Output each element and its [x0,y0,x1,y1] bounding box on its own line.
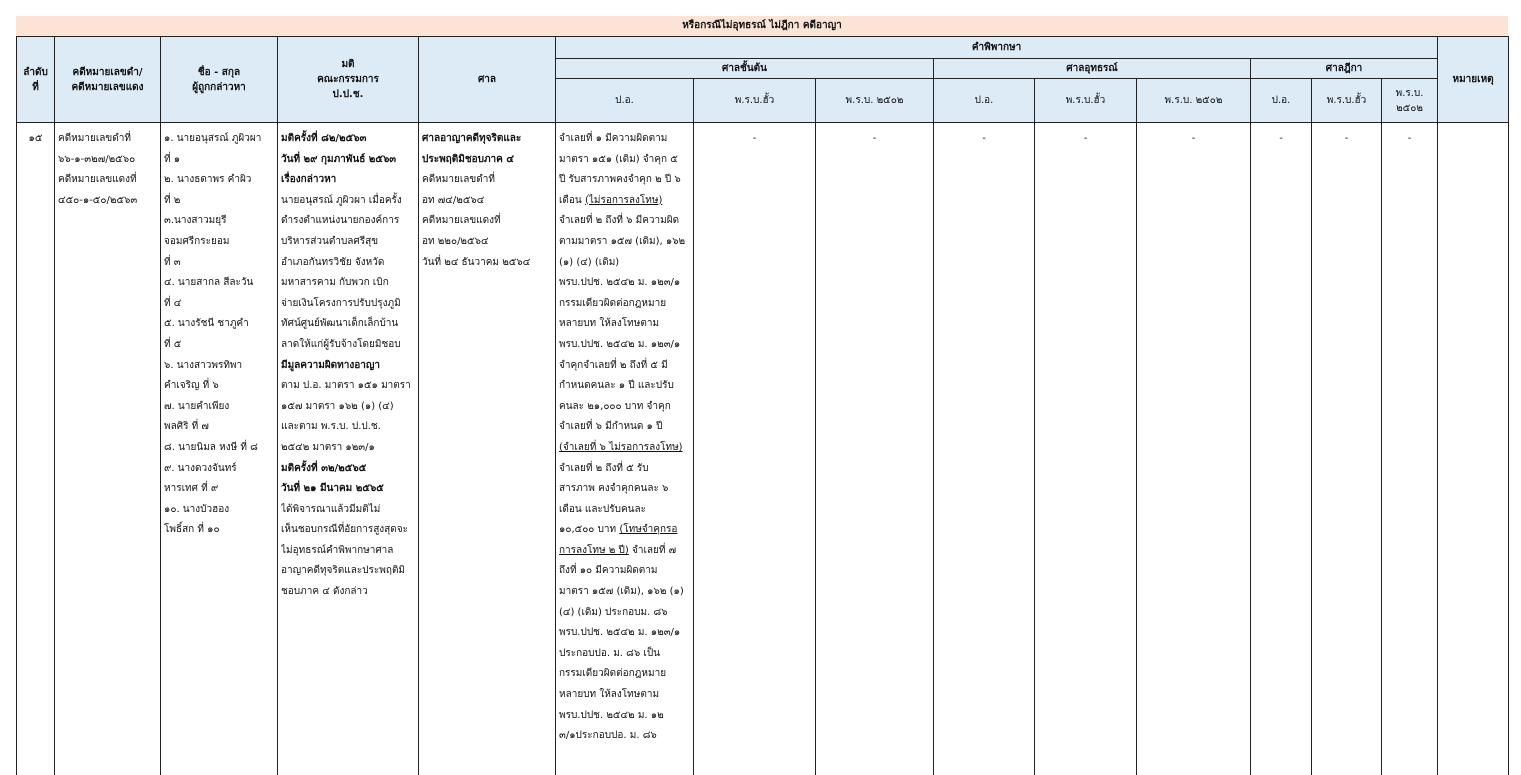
cell-seq: ๑๕ [17,123,55,775]
cell-court: ศาลอาญาคดีทุจริตและ ประพฤติมิชอบภาค ๔ คดีหมายเลขดำที่ อท ๗๔/๒๕๖๔ คดีหมายเลขแดงที่ อท ๒๒๐/๒๕๖๔ วันที่ ๒๔ ธันวาคม ๒๕๖๔ [419,123,556,775]
cell-remarks [1438,123,1509,775]
table-title: หรือกรณีไม่อุทธรณ์ ไม่ฎีกา คดีอาญา [16,16,1508,36]
table-row [17,123,1509,775]
header-accused: ชื่อ - สกุล ผู้ถูกกล่าวหา [161,37,278,123]
header-supreme-bid-act: พ.ร.บ.ฮั้ว [1312,79,1382,123]
header-first-bid-act: พ.ร.บ.ฮั้ว [694,79,816,123]
cell-supreme-pa: - [1251,123,1312,775]
case-table [16,36,1509,775]
cell-supreme-bid-act: - [1312,123,1382,775]
header-appeal-bid-act: พ.ร.บ.ฮั้ว [1035,79,1137,123]
header-supreme-2502: พ.ร.บ. ๒๕๐๒ [1382,79,1438,123]
cell-resolution: มติครั้งที่ ๘๒/๒๕๖๓ วันที่ ๒๙ กุมภาพันธ์ ๒๕๖๓ เรื่องกล่าวหา นายอนุสรณ์ ภูผิวผา เมื่อครั้ง ดำรงตำแหน่งนายกองค์การ บริหารส่วนตำบลศรีสุข อำเภอกันทรวิชัย จังหวัด มหาสารคาม กับพวก เบิก จ่ายเงินโครงการปรับปรุงภูมิ ทัศน์ศูนย์พัฒนาเด็กเล็กบ้าน ลาดให้แก่ผู้รับจ้างโดยมิชอบ มีมูลความผิดทางอาญา ตาม ป.อ. มาตรา ๑๕๑ มาตรา ๑๕๗ มาตรา ๑๖๒ (๑) (๔) และตาม พ.ร.บ. ป.ป.ช. ๒๕๔๒ มาตรา ๑๒๓/๑ มติครั้งที่ ๓๒/๒๕๖๕ วันที่ ๒๑ มีนาคม ๒๕๖๕ ได้พิจารณาแล้วมีมติไม่ เห็นชอบกรณีที่อัยการสูงสุดจะ ไม่อุทธรณ์คำพิพากษาศาล อาญาคดีทุจริตและประพฤติมิ ชอบภาค ๔ ดังกล่าว [278,123,419,775]
header-court-supreme: ศาลฎีกา [1251,59,1438,79]
header-court: ศาล [419,37,556,123]
cell-appeal-pa: - [934,123,1035,775]
header-case-no: คดีหมายเลขดำ/ คดีหมายเลขแดง [55,37,161,123]
header-court-first: ศาลชั้นต้น [556,59,934,79]
header-first-2502: พ.ร.บ. ๒๕๐๒ [816,79,934,123]
header-appeal-pa: ป.อ. [934,79,1035,123]
header-court-appeal: ศาลอุทธรณ์ [934,59,1251,79]
header-resolution: มติ คณะกรรมการ ป.ป.ช. [278,37,419,123]
header-supreme-pa: ป.อ. [1251,79,1312,123]
cell-first-2502: - [816,123,934,775]
header-seq: ลำดับ ที่ [17,37,55,123]
cell-supreme-2502: - [1382,123,1438,775]
header-judgment: คำพิพากษา [556,37,1438,59]
cell-first-court-pa: จำเลยที่ ๑ มีความผิดตาม มาตรา ๑๕๑ (เดิม) จำคุก ๕ ปี รับสารภาพคงจำคุก ๒ ปี ๖ เดือน (ไม่รอการลงโทษ) จำเลยที่ ๒ ถึงที่ ๖ มีความผิด ตามมาตรา ๑๕๗ (เดิม), ๑๖๒ (๑) (๔) (เดิม) พรบ.ปปช. ๒๕๔๒ ม. ๑๒๓/๑ กรรมเดียวผิดต่อกฎหมาย หลายบท ให้ลงโทษตาม พรบ.ปปช. ๒๕๔๒ ม. ๑๒๓/๑ จำคุกจำเลยที่ ๒ ถึงที่ ๕ มี กำหนดคนละ ๑ ปี และปรับ คนละ ๒๑,๐๐๐ บาท จำคุก จำเลยที่ ๖ มีกำหนด ๑ ปี (จำเลยที่ ๖ ไม่รอการลงโทษ) จำเลยที่ ๒ ถึงที่ ๕ รับ สารภาพ คงจำคุกคนละ ๖ เดือน และปรับคนละ ๑๐,๕๐๐ บาท (โทษจำคุกรอ การลงโทษ ๒ ปี) จำเลยที่ ๗ ถึงที่ ๑๐ มีความผิดตาม มาตรา ๑๕๗ (เดิม), ๑๖๒ (๑) (๔) (เดิม) ประกอบม. ๘๖ พรบ.ปปช. ๒๕๔๒ ม. ๑๒๓/๑ ประกอบปอ. ม. ๘๖ เป็น กรรมเดียวผิดต่อกฎหมาย หลายบท ให้ลงโทษตาม พรบ.ปปช. ๒๕๔๒ ม. ๑๒ ๓/๑ประกอบปอ. ม. ๘๖ [556,123,694,775]
cell-appeal-2502: - [1137,123,1251,775]
header-remarks: หมายเหตุ [1438,37,1509,123]
header-first-pa: ป.อ. [556,79,694,123]
cell-case-no: คดีหมายเลขดำที่ ๖๖-๑-๓๒๗/๒๕๖๐ คดีหมายเลขแดงที่ ๔๕๐-๑-๕๐/๒๕๖๓ [55,123,161,775]
cell-first-bid-act: - [694,123,816,775]
header-appeal-2502: พ.ร.บ. ๒๕๐๒ [1137,79,1251,123]
cell-appeal-bid-act: - [1035,123,1137,775]
cell-accused: ๑. นายอนุสรณ์ ภูผิวผา ที่ ๑ ๒. นางธดาพร คำผิว ที่ ๒ ๓.นางสาวมยุรี จอมศรีกระยอม ที่ ๓ ๔. นายสากล สีละวัน ที่ ๔ ๕. นางรัชนี ชาภูคำ ที่ ๕ ๖. นางสาวพรทิพา คำเจริญ ที่ ๖ ๗. นายคำเพียง พลศิริ ที่ ๗ ๘. นายนิมล หงษี ที่ ๘ ๙. นางดวงจันทร์ หารเทศ ที่ ๙ ๑๐. นางบัวฮอง โพธิ์สก ที่ ๑๐ [161,123,278,775]
